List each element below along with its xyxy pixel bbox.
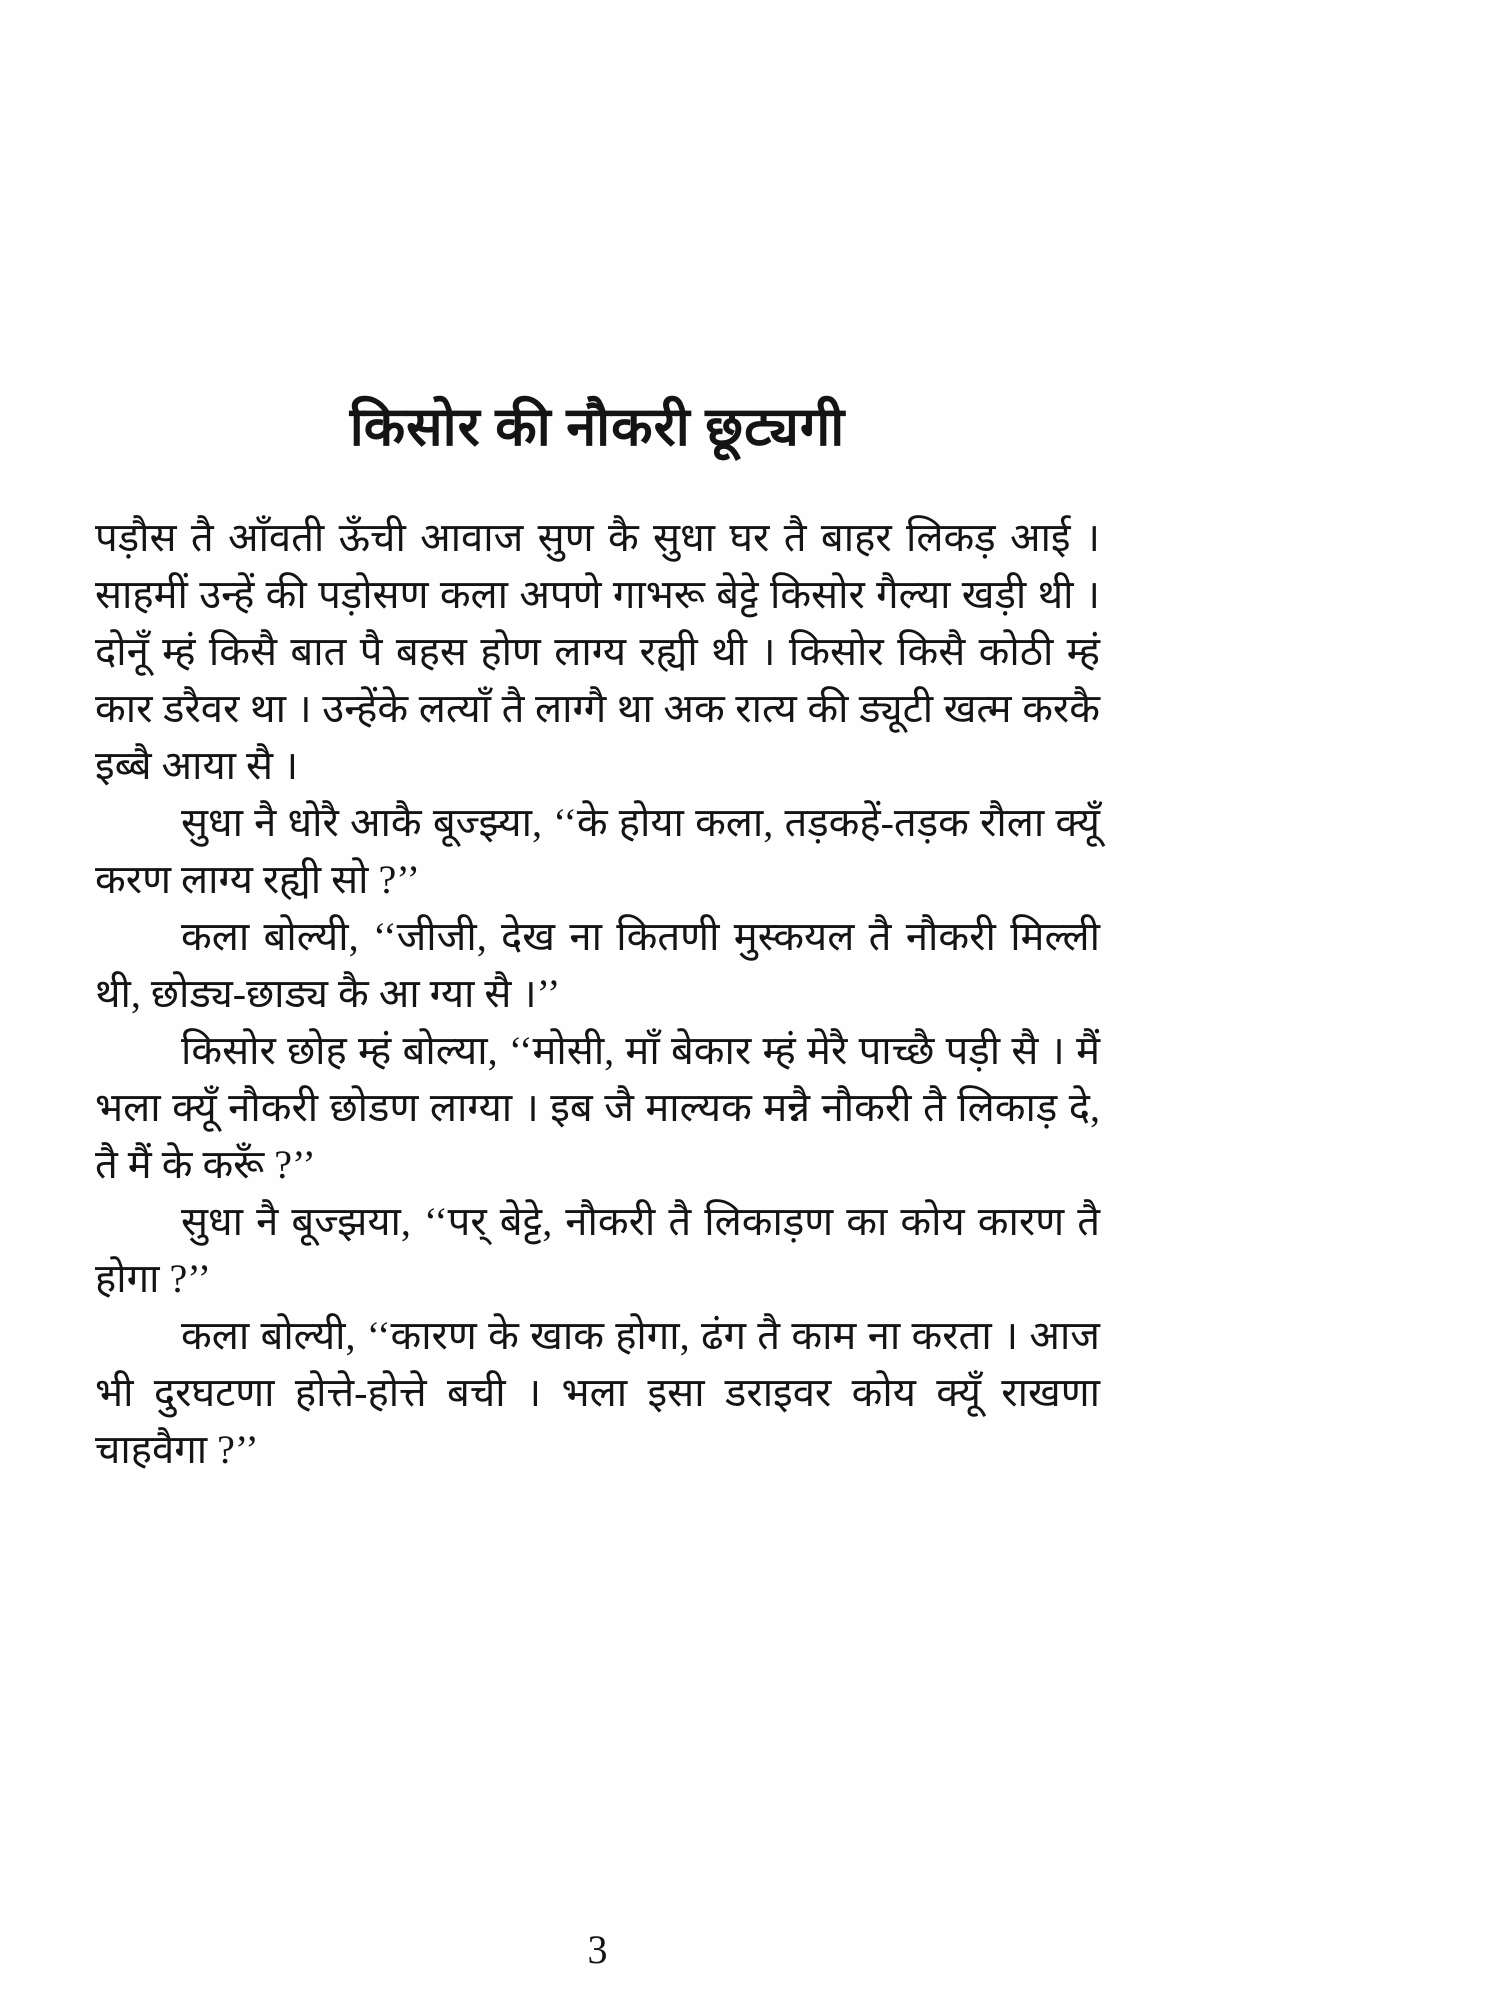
book-page — [95, 0, 1100, 2000]
page-number: 3 — [587, 1927, 608, 1972]
paragraph: कला बोल्यी, ‘‘जीजी, देख ना कितणी मुस्कयल तै नौकरी मिल्ली थी, छोड्य-छाड्य कै आ ग्या सै ।’’ — [95, 914, 1100, 1017]
paragraph: सुधा नै धोरै आकै बूज्झ्या, ‘‘के होया कला, तड़कहें-तड़क रौला क्यूँ करण लाग्य रह्यी सो ?’’ — [95, 800, 1100, 903]
page-title: किसोर की नौकरी छूट्यगी — [349, 397, 846, 457]
paragraph: पड़ौस तै आँवती ऊँची आवाज सुण कै सुधा घर तै बाहर लिकड़ आई । साहमीं उन्हें की पड़ोसण कला अपणे गाभरू बेट्टे किसोर गैल्या खड़ी थी । दोनूँ म्हं किसै बात पै बहस होण लाग्य रह्यी थी । किसोर किसै कोठी म्हं कार डरैवर था । उन्हेंके लत्याँ तै लाग्गै था अक रात्य की ड्यूटी खत्म करकै इब्बै आया सै । — [95, 515, 1100, 789]
paragraph: किसोर छोह म्हं बोल्या, ‘‘मोसी, माँ बेकार म्हं मेरै पाच्छै पड़ी सै । मैं भला क्यूँ नौकरी छोडण लाग्या । इब जै माल्यक मन्नै नौकरी तै लिकाड़ दे, तै मैं के करूँ ?’’ — [95, 1028, 1100, 1188]
story-text — [95, 509, 1100, 1478]
paragraph: कला बोल्यी, ‘‘कारण के खाक होगा, ढंग तै काम ना करता । आज भी दुरघटणा होत्ते-होत्ते बची । भला इसा डराइवर कोय क्यूँ राखणा चाहवैगा ?’’ — [95, 1313, 1100, 1473]
paragraph: सुधा नै बूज्झया, ‘‘पर् बेट्टे, नौकरी तै लिकाड़ण का कोय कारण तै होगा ?’’ — [95, 1199, 1100, 1302]
